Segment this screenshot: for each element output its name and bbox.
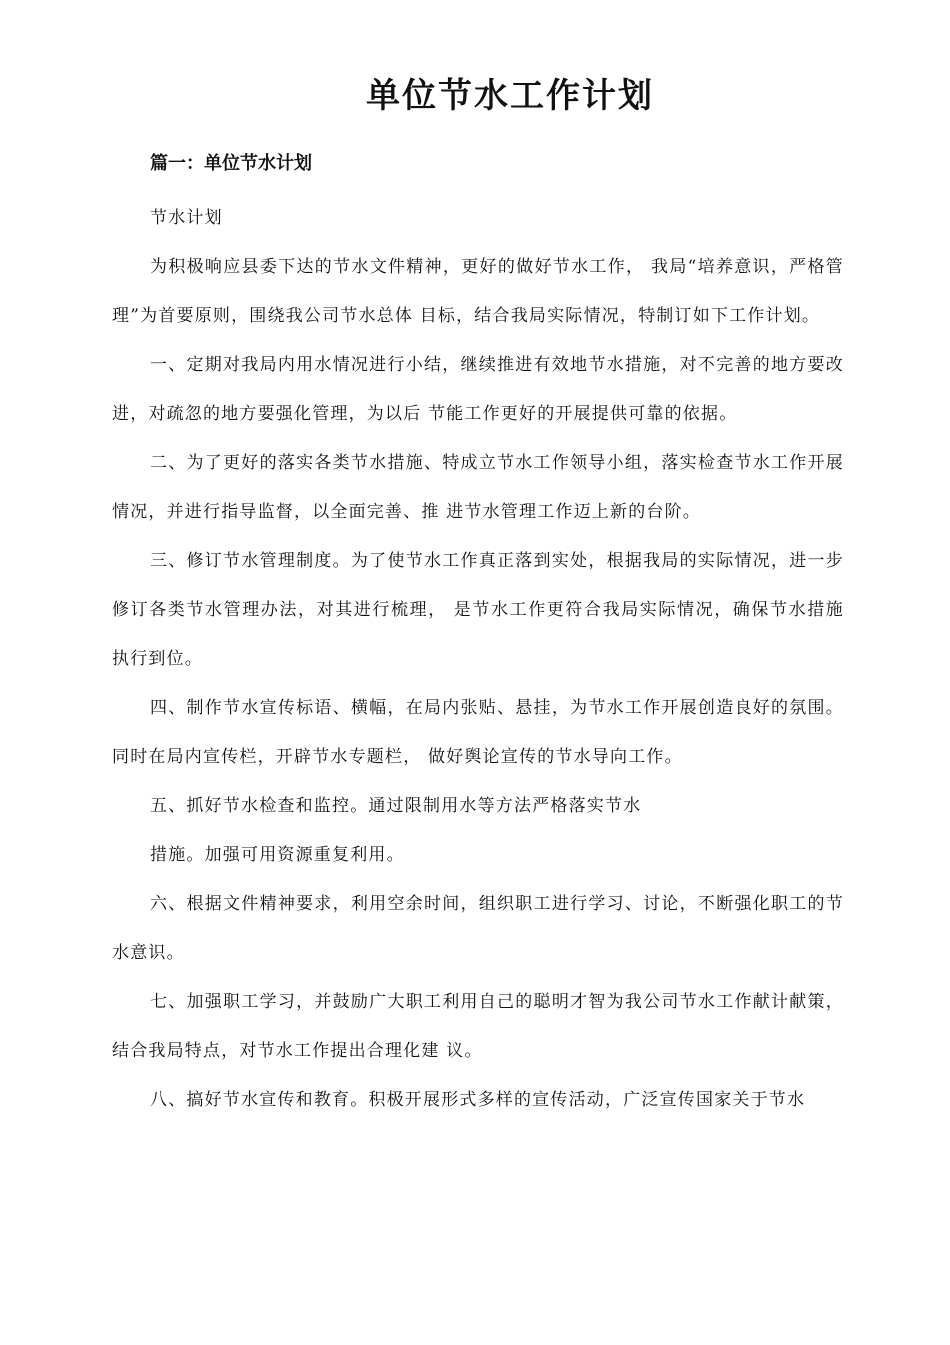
paragraph-intro: 为积极响应县委下达的节水文件精神，更好的做好节水工作， 我局“培养意识，严格管理”为首要原则，围绕我公司节水总体 目标，结合我局实际情况，特制订如下工作计划。 [112,257,844,326]
paragraph-item-3: 三、修订节水管理制度。为了使节水工作真正落到实处，根据我局的实际情况，进一步修订各类节水管理办法，对其进行梳理， 是节水工作更符合我局实际情况，确保节水措施执行到位。 [112,551,844,669]
section-heading: 篇一：单位节水计划 [150,153,312,174]
paragraph-item-4: 四、制作节水宣传标语、横幅，在局内张贴、悬挂，为节水工作开展创造良好的氛围。同时在局内宣传栏，开辟节水专题栏， 做好舆论宣传的节水导向工作。 [112,698,844,767]
paragraph-plan-label: 节水计划 [150,208,223,228]
paragraph-item-6: 六、根据文件精神要求，利用空余时间，组织职工进行学习、讨论，不断强化职工的节水意识。 [112,894,844,963]
document-title: 单位节水工作计划 [366,76,654,116]
paragraph-item-7: 七、加强职工学习，并鼓励广大职工利用自己的聪明才智为我公司节水工作献计献策，结合我局特点，对节水工作提出合理化建 议。 [112,992,844,1061]
paragraph-item-5: 五、抓好节水检查和监控。通过限制用水等方法严格落实节水 [150,796,642,816]
paragraph-item-2: 二、为了更好的落实各类节水措施、特成立节水工作领导小组，落实检查节水工作开展情况，并进行指导监督，以全面完善、推 进节水管理工作迈上新的台阶。 [112,453,844,522]
paragraph-item-1: 一、定期对我局内用水情况进行小结，继续推进有效地节水措施，对不完善的地方要改进，对疏忽的地方要强化管理，为以后 节能工作更好的开展提供可靠的依据。 [112,355,844,424]
document-body [112,146,844,1125]
paragraph-item-5-continued: 措施。加强可用资源重复利用。 [150,845,405,865]
paragraph-item-8: 八、搞好节水宣传和教育。积极开展形式多样的宣传活动，广泛宣传国家关于节水 [150,1090,806,1110]
